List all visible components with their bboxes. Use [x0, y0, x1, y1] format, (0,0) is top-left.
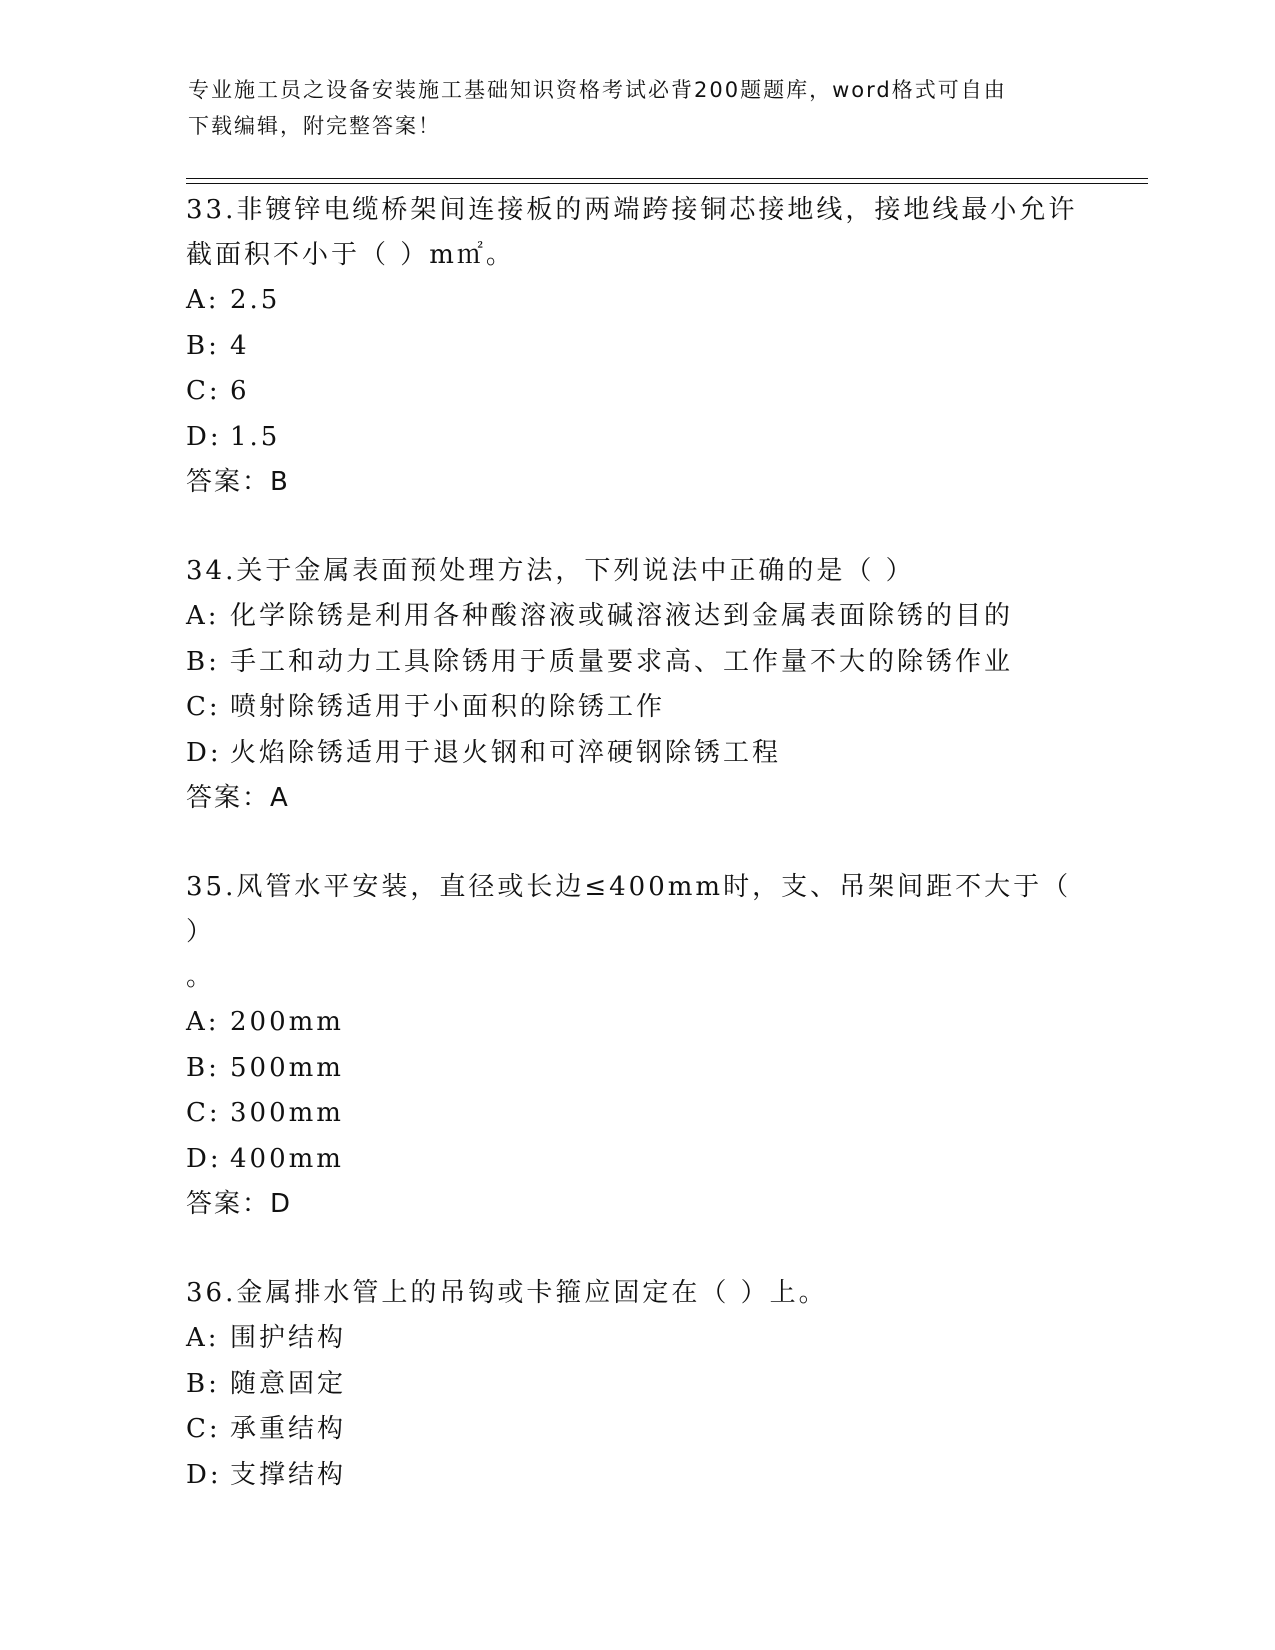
question-36	[186, 1271, 1086, 1498]
option-letter: C:	[186, 376, 221, 406]
option-d	[186, 1137, 1086, 1183]
option-text: 承重结构	[230, 1414, 347, 1444]
option-letter: C:	[186, 692, 221, 722]
document-header	[188, 72, 1068, 144]
option-d	[186, 1453, 1086, 1499]
header-divider-top	[186, 178, 1148, 179]
option-letter: D:	[186, 1143, 222, 1174]
option-text: 1.5	[230, 421, 281, 452]
option-a	[186, 278, 1086, 324]
option-letter: C:	[186, 1414, 221, 1444]
question-stem: 33.非镀锌电缆桥架间连接板的两端跨接铜芯接地线，接地线最小允许截面积不小于（ ）m㎡。	[186, 195, 1078, 270]
option-b	[186, 324, 1086, 370]
option-a	[186, 594, 1086, 640]
option-text: 6	[230, 376, 250, 406]
header-line-1: 专业施工员之设备安装施工基础知识资格考试必背200题题库，word格式可自由	[188, 78, 1007, 102]
option-letter: D:	[186, 1459, 222, 1490]
question-stem: 34.关于金属表面预处理方法，下列说法中正确的是（ ）	[186, 556, 915, 586]
option-letter: A:	[186, 1007, 220, 1037]
option-text: 200mm	[230, 1007, 344, 1037]
option-text: 4	[230, 330, 250, 361]
option-letter: D:	[186, 737, 222, 768]
option-text: 支撑结构	[230, 1459, 347, 1490]
option-c	[186, 685, 1086, 731]
option-text: 300mm	[230, 1098, 344, 1128]
option-text: 2.5	[230, 285, 281, 315]
answer-line: 答案：B	[186, 467, 290, 497]
header-divider-bottom	[186, 183, 1148, 184]
question-stem: 35.风管水平安装，直径或长边≤400mm时，支、吊架间距不大于（ ） 。	[186, 872, 1072, 992]
option-c	[186, 369, 1086, 415]
option-text: 火焰除锈适用于退火钢和可淬硬钢除锈工程	[230, 737, 782, 768]
question-list	[186, 188, 1086, 1498]
option-text: 手工和动力工具除锈用于质量要求高、工作量不大的除锈作业	[230, 646, 1014, 677]
option-text: 随意固定	[230, 1368, 347, 1399]
option-letter: D:	[186, 421, 222, 452]
option-letter: B:	[186, 1052, 220, 1083]
option-a	[186, 1000, 1086, 1046]
option-letter: A:	[186, 285, 220, 315]
question-34	[186, 549, 1086, 821]
option-letter: A:	[186, 601, 220, 631]
answer-line: 答案：A	[186, 783, 290, 813]
option-letter: B:	[186, 1368, 220, 1399]
option-letter: C:	[186, 1098, 221, 1128]
option-text: 500mm	[230, 1052, 344, 1083]
option-text: 400mm	[230, 1143, 344, 1174]
option-d	[186, 415, 1086, 461]
option-a	[186, 1316, 1086, 1362]
question-33	[186, 188, 1086, 505]
question-stem: 36.金属排水管上的吊钩或卡箍应固定在（ ）上。	[186, 1278, 828, 1308]
option-text: 化学除锈是利用各种酸溶液或碱溶液达到金属表面除锈的目的	[230, 601, 1014, 631]
option-c	[186, 1407, 1086, 1453]
option-text: 喷射除锈适用于小面积的除锈工作	[230, 692, 666, 722]
option-letter: B:	[186, 646, 220, 677]
option-d	[186, 731, 1086, 777]
option-b	[186, 1362, 1086, 1408]
header-line-2: 下载编辑，附完整答案！	[188, 114, 441, 138]
option-text: 围护结构	[230, 1323, 347, 1353]
option-b	[186, 640, 1086, 686]
question-35	[186, 865, 1086, 1227]
option-b	[186, 1046, 1086, 1092]
option-letter: B:	[186, 330, 220, 361]
option-c	[186, 1091, 1086, 1137]
answer-line: 答案：D	[186, 1189, 293, 1219]
option-letter: A:	[186, 1323, 220, 1353]
